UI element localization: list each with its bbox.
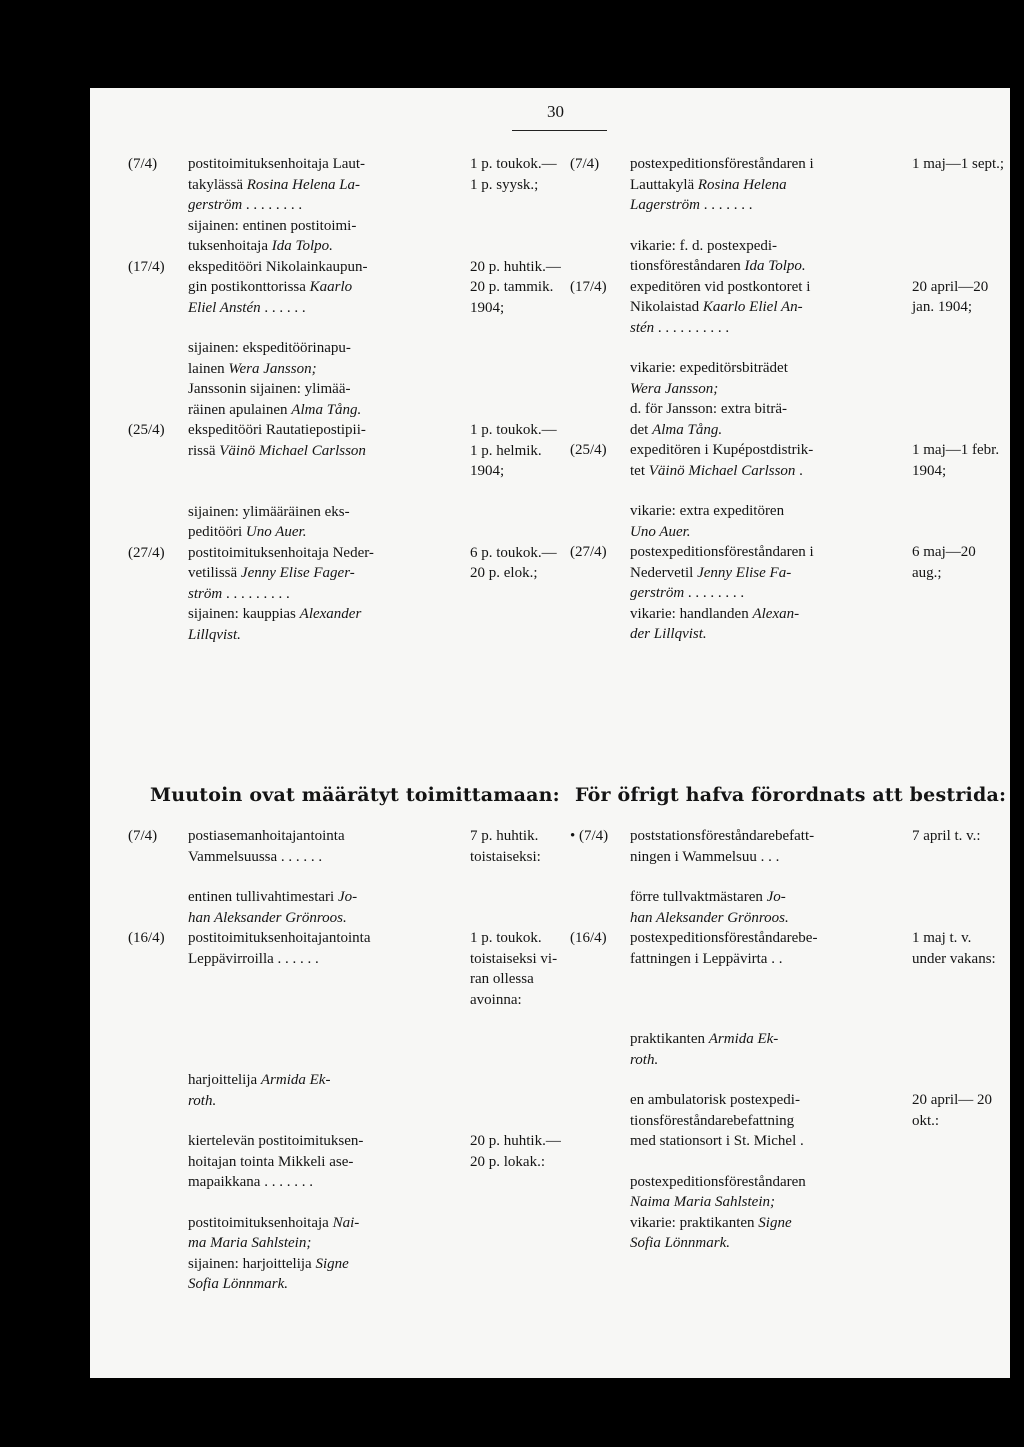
entry-line: en ambulatorisk postexpedi- bbox=[630, 1092, 800, 1108]
period-line: 7 p. huhtik. bbox=[470, 828, 539, 844]
entry-line: roth. bbox=[188, 1092, 217, 1109]
entry-line: Nikolaistad Kaarlo Eliel An- bbox=[630, 299, 803, 315]
entry bbox=[128, 1213, 548, 1295]
entry-line: hoitajan tointa Mikkeli ase- bbox=[188, 1153, 354, 1170]
entry-text bbox=[630, 277, 878, 339]
period-line: 1 maj t. v. bbox=[912, 930, 972, 946]
entry-text bbox=[630, 358, 878, 440]
swedish-heading: För öfrigt hafva förordnats att bestrida: bbox=[575, 784, 1007, 806]
period-line: 20 p. tammik. bbox=[470, 279, 554, 295]
entry-line: postexpeditionsföreståndaren i bbox=[630, 544, 814, 560]
spacer bbox=[570, 969, 1000, 989]
entry-line: sijainen: ylimääräinen eks- bbox=[188, 503, 350, 520]
entry-line: sijainen: ekspeditöörinapu- bbox=[188, 340, 351, 356]
entry-text bbox=[188, 1070, 436, 1111]
entry bbox=[570, 501, 1000, 542]
period-line: under vakans: bbox=[912, 950, 996, 967]
entry-text bbox=[188, 420, 436, 482]
entry-text bbox=[188, 216, 436, 257]
spacer bbox=[570, 867, 1000, 887]
entry-date-tag: (25/4) bbox=[570, 442, 607, 458]
period-line: aug.; bbox=[912, 564, 942, 581]
entry bbox=[570, 1172, 1000, 1254]
entry-date-tag: (7/4) bbox=[570, 156, 600, 172]
entry-line: lainen Wera Jansson; bbox=[188, 360, 317, 377]
entry bbox=[128, 1131, 561, 1193]
spacer bbox=[128, 867, 548, 887]
entry-line: vikarie: extra expeditören bbox=[630, 503, 785, 519]
entry-period bbox=[912, 154, 1024, 175]
entry-text bbox=[188, 502, 436, 543]
entry-period bbox=[912, 277, 1024, 318]
period-line: 20 p. lokak.: bbox=[470, 1153, 545, 1170]
entry-line: der Lillqvist. bbox=[630, 626, 707, 642]
entry-line: Lillqvist. bbox=[188, 626, 241, 643]
entry-text bbox=[630, 542, 878, 604]
entry-line: gerström . . . . . . . . bbox=[630, 585, 745, 601]
spacer bbox=[570, 338, 1000, 358]
entry-line: fattningen i Leppävirta . . bbox=[630, 950, 783, 967]
entry-text bbox=[630, 154, 878, 216]
period-line: 1 maj—1 febr. bbox=[912, 442, 1000, 458]
entry bbox=[570, 887, 1000, 928]
entry-line: postexpeditionsföreståndaren i bbox=[630, 156, 814, 172]
entry-text bbox=[188, 154, 436, 216]
entry-line: vikarie: praktikanten Signe bbox=[630, 1214, 792, 1231]
entry-text bbox=[188, 826, 436, 867]
entry-line: gin postikonttorissa Kaarlo bbox=[188, 279, 353, 295]
entry-line: tionsföreståndaren Ida Tolpo. bbox=[630, 258, 806, 274]
spacer bbox=[128, 482, 548, 502]
upper-swedish-column bbox=[570, 154, 1005, 645]
line-filler bbox=[188, 969, 436, 990]
line-filler bbox=[188, 461, 436, 482]
entry bbox=[128, 1070, 548, 1111]
entry bbox=[570, 542, 1000, 604]
entry-line: Wera Jansson; bbox=[630, 380, 719, 397]
entry-line: Sofia Lönnmark. bbox=[188, 1276, 289, 1292]
entry bbox=[128, 338, 548, 420]
entry-line: stén . . . . . . . . . . bbox=[630, 319, 730, 336]
entry-text bbox=[630, 1029, 878, 1070]
spacer bbox=[570, 989, 1000, 1009]
period-line: 1904; bbox=[470, 463, 505, 479]
entry-line: sijainen: harjoittelija Signe bbox=[188, 1255, 349, 1272]
entry bbox=[128, 826, 548, 867]
entry-text bbox=[188, 928, 436, 1010]
entry-text bbox=[188, 1131, 436, 1193]
entry-line: ekspeditööri Rautatiepostipii- bbox=[188, 422, 366, 438]
entry-line: Vammelsuussa . . . . . . bbox=[188, 848, 323, 865]
entry-text bbox=[188, 543, 436, 605]
entry-text bbox=[630, 440, 878, 481]
entry-text bbox=[188, 887, 436, 928]
period-line: 20 p. huhtik.— bbox=[470, 258, 561, 275]
entry-text bbox=[630, 1172, 878, 1254]
spacer bbox=[570, 1009, 1000, 1029]
entry-line: vikarie: f. d. postexpedi- bbox=[630, 237, 778, 254]
entry bbox=[128, 420, 557, 482]
entry-line: Nedervetil Jenny Elise Fa- bbox=[630, 564, 792, 581]
entry-line: Uno Auer. bbox=[630, 523, 691, 540]
line-filler bbox=[188, 990, 436, 1011]
period-line: 1904; bbox=[470, 299, 505, 316]
entry-line: vikarie: expeditörsbiträdet bbox=[630, 360, 788, 376]
entry-line: Leppävirroilla . . . . . . bbox=[188, 950, 319, 967]
entry-line: vetilissä Jenny Elise Fager- bbox=[188, 565, 355, 581]
entry bbox=[570, 826, 1000, 867]
period-line: 1 p. toukok. bbox=[470, 930, 542, 946]
entry-date-tag: (27/4) bbox=[570, 544, 607, 560]
entry-line: roth. bbox=[630, 1051, 659, 1068]
entry-line: postitoimituksenhoitajantointa bbox=[188, 930, 371, 946]
entry bbox=[570, 1029, 1000, 1070]
entry-text bbox=[630, 887, 878, 928]
lower-finnish-column bbox=[128, 826, 561, 1295]
entry-date-tag: (16/4) bbox=[570, 930, 607, 946]
entry-period bbox=[912, 826, 1024, 847]
entry-line: expeditören vid postkontoret i bbox=[630, 278, 811, 295]
entry-line: takylässä Rosina Helena La- bbox=[188, 176, 361, 193]
period-line: okt.: bbox=[912, 1112, 940, 1129]
entry bbox=[128, 216, 548, 257]
entry-date-tag: (27/4) bbox=[128, 544, 165, 561]
entry-period bbox=[912, 928, 1024, 969]
spacer bbox=[128, 1193, 548, 1213]
entry bbox=[570, 154, 1005, 216]
spacer bbox=[128, 1111, 548, 1131]
entry-date-tag: (7/4) bbox=[128, 156, 158, 172]
entry-line: postexpeditionsföreståndarebe- bbox=[630, 930, 818, 946]
period-line: 1904; bbox=[912, 462, 947, 479]
entry bbox=[128, 154, 557, 216]
period-line: 20 april—20 bbox=[912, 278, 989, 295]
entry-line: expeditören i Kupépostdistrik- bbox=[630, 442, 814, 458]
entry-text bbox=[188, 338, 436, 420]
entry-line: det Alma Tång. bbox=[630, 421, 723, 438]
entry-line: peditööri Uno Auer. bbox=[188, 524, 307, 540]
entry-period bbox=[912, 440, 1024, 481]
entry-line: Sofia Lönnmark. bbox=[630, 1235, 731, 1251]
spacer bbox=[570, 481, 1000, 501]
entry-date-tag: (25/4) bbox=[128, 422, 165, 438]
entry-line: Lagerström . . . . . . . bbox=[630, 197, 753, 213]
entry-line: med stationsort i St. Michel . bbox=[630, 1133, 804, 1149]
finnish-heading: Muutoin ovat määrätyt toimittamaan: bbox=[150, 784, 560, 806]
entry-text bbox=[630, 826, 878, 867]
entry-text bbox=[630, 928, 878, 969]
period-line: toistaiseksi vi- bbox=[470, 950, 558, 967]
entry-period bbox=[912, 1090, 1024, 1131]
entry-text bbox=[630, 501, 878, 542]
spacer bbox=[570, 1152, 1000, 1172]
entry-line: mapaikkana . . . . . . . bbox=[188, 1174, 313, 1190]
document-page bbox=[90, 88, 1010, 1378]
entry-line: harjoittelija Armida Ek- bbox=[188, 1072, 331, 1088]
entry-line: tet Väinö Michael Carlsson . bbox=[630, 462, 803, 479]
spacer bbox=[570, 1070, 1000, 1090]
entry bbox=[128, 928, 558, 1010]
entry-text bbox=[630, 604, 878, 645]
entry bbox=[570, 440, 1000, 481]
entry bbox=[128, 257, 561, 319]
entry bbox=[570, 604, 1000, 645]
entry-line: d. för Jansson: extra biträ- bbox=[630, 401, 788, 417]
entry-line: kiertelevän postitoimituksen- bbox=[188, 1133, 364, 1149]
period-line: 1 p. toukok.— bbox=[470, 422, 557, 438]
entry bbox=[128, 604, 548, 645]
entry bbox=[128, 543, 557, 605]
entry-date-tag: (16/4) bbox=[128, 930, 165, 946]
entry-line: gerström . . . . . . . . bbox=[188, 197, 303, 213]
entry bbox=[570, 1090, 1000, 1152]
period-line: 1 p. syysk.; bbox=[470, 176, 539, 193]
entry-text bbox=[630, 236, 878, 277]
entry-line: postitoimituksenhoitaja Nai- bbox=[188, 1214, 360, 1231]
entry-line: rissä Väinö Michael Carlsson bbox=[188, 442, 366, 459]
entry-line: Janssonin sijainen: ylimää- bbox=[188, 381, 351, 397]
entry-line: förre tullvaktmästaren Jo- bbox=[630, 889, 786, 905]
page-number-rule bbox=[512, 130, 607, 131]
entry-line: Naima Maria Sahlstein; bbox=[630, 1194, 775, 1210]
period-line: 6 p. toukok.— bbox=[470, 544, 557, 561]
period-line: 6 maj—20 bbox=[912, 544, 976, 560]
entry-date-tag: • (7/4) bbox=[570, 828, 609, 844]
period-line: 20 april— 20 bbox=[912, 1092, 992, 1108]
entry-line: ström . . . . . . . . . bbox=[188, 585, 290, 602]
spacer bbox=[128, 1030, 548, 1050]
entry-text bbox=[188, 1213, 436, 1295]
entry-line: entinen tullivahtimestari Jo- bbox=[188, 889, 358, 905]
entry bbox=[570, 236, 1000, 277]
entry-line: postitoimituksenhoitaja Laut- bbox=[188, 156, 366, 172]
spacer bbox=[128, 1050, 548, 1070]
entry-line: postitoimituksenhoitaja Neder- bbox=[188, 544, 374, 561]
period-line: 1 p. helmik. bbox=[470, 442, 542, 459]
entry-date-tag: (7/4) bbox=[128, 828, 158, 844]
entry bbox=[570, 928, 1000, 969]
period-line: avoinna: bbox=[470, 991, 522, 1008]
entry bbox=[128, 887, 548, 928]
entry-line: ekspeditööri Nikolainkaupun- bbox=[188, 258, 368, 275]
entry-line: han Aleksander Grönroos. bbox=[630, 909, 789, 926]
entry-line: han Aleksander Grönroos. bbox=[188, 909, 347, 926]
page-number: 30 bbox=[547, 102, 564, 121]
entry-date-tag: (17/4) bbox=[570, 278, 607, 295]
period-line: 20 p. elok.; bbox=[470, 565, 538, 581]
entry bbox=[570, 277, 1000, 339]
entry-line: Lauttakylä Rosina Helena bbox=[630, 176, 787, 193]
period-line: 20 p. huhtik.— bbox=[470, 1133, 561, 1149]
period-line: 1 p. toukok.— bbox=[470, 156, 557, 172]
entry-period bbox=[912, 542, 1024, 583]
spacer bbox=[128, 318, 548, 338]
entry-line: sijainen: kauppias Alexander bbox=[188, 606, 362, 622]
spacer bbox=[570, 216, 1000, 236]
period-line: ran ollessa bbox=[470, 971, 534, 987]
entry-line: postiasemanhoitajantointa bbox=[188, 828, 345, 844]
period-line: toistaiseksi: bbox=[470, 848, 541, 865]
entry-line: sijainen: entinen postitoimi- bbox=[188, 217, 357, 234]
period-line: jan. 1904; bbox=[912, 299, 972, 315]
entry-line: poststationsföreståndarebefatt- bbox=[630, 828, 815, 844]
entry-line: tuksenhoitaja Ida Tolpo. bbox=[188, 238, 333, 254]
upper-finnish-column bbox=[128, 154, 561, 645]
entry-line: praktikanten Armida Ek- bbox=[630, 1031, 779, 1047]
lower-swedish-column bbox=[570, 826, 1000, 1254]
entry-line: tionsföreståndarebefattning bbox=[630, 1112, 795, 1129]
spacer bbox=[128, 1010, 548, 1030]
entry-line: ningen i Wammelsuu . . . bbox=[630, 848, 780, 865]
entry-line: postexpeditionsföreståndaren bbox=[630, 1173, 806, 1190]
entry bbox=[570, 358, 1000, 440]
entry-text bbox=[188, 257, 436, 319]
entry-line: ma Maria Sahlstein; bbox=[188, 1235, 312, 1251]
entry-text bbox=[630, 1090, 878, 1152]
period-line: 7 april t. v.: bbox=[912, 828, 981, 844]
entry bbox=[128, 502, 548, 543]
entry-line: räinen apulainen Alma Tång. bbox=[188, 401, 362, 418]
entry-date-tag: (17/4) bbox=[128, 258, 165, 275]
entry-text bbox=[188, 604, 436, 645]
entry-line: Eliel Anstén . . . . . . bbox=[188, 299, 306, 316]
period-line: 1 maj—1 sept.; bbox=[912, 156, 1005, 172]
entry-line: vikarie: handlanden Alexan- bbox=[630, 605, 800, 622]
